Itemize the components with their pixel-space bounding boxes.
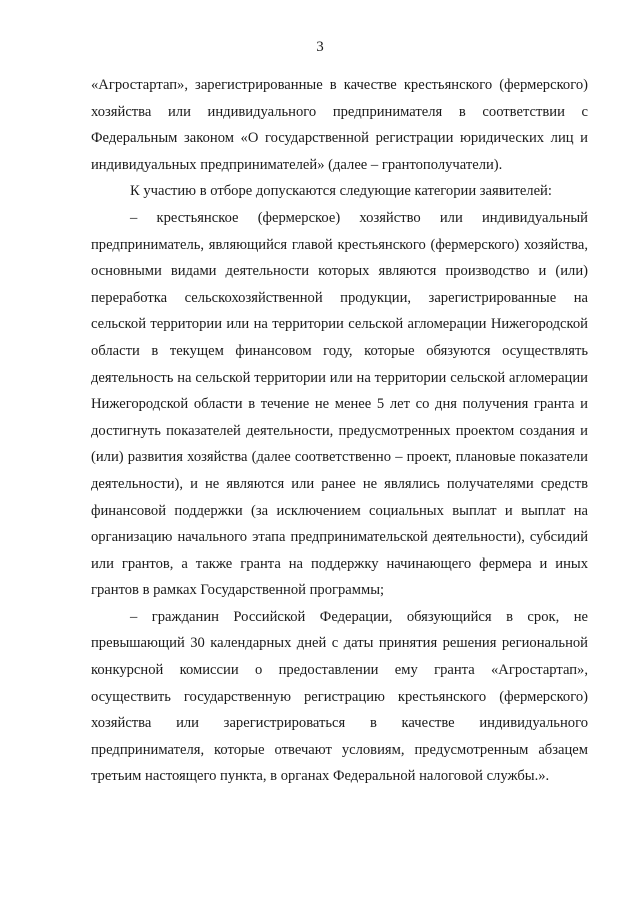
- paragraph-farm-entity: – крестьянское (фермерское) хозяйство или индивидуальный предприниматель, являющийся главой крестьянского (фермерского) хозяйства, основными видами деятельности которых являются производство и (или) переработка сельскохозяйственной продукции, зарегистрированные на сельской территории или на территории сельской агломерации Нижегородской области в текущем финансовом году, которые обязуются осуществлять деятельность на сельской территории или на территории сельской агломерации Нижегородской области в течение не менее 5 лет со дня получения гранта и достигнуть показателей деятельности, предусмотренных проектом создания и (или) развития хозяйства (далее соответственно – проект, плановые показатели деятельности), и не являются или ранее не являлись получателями средств финансовой поддержки (за исключением социальных выплат и выплат на организацию начального этапа предпринимательской деятельности), субсидий или грантов, а также гранта на поддержку начинающего фермера и иных грантов в рамках Государственной программы;: [91, 209, 588, 599]
- page-number: 3: [316, 39, 324, 55]
- paragraph-citizen: – гражданин Российской Федерации, обязующийся в срок, не превышающий 30 календарных дней с даты принятия решения региональной конкурсной комиссии о предоставлении ему гранта «Агростартап», осуществить государственную регистрацию крестьянского (фермерского) хозяйства или зарегистрироваться в качестве индивидуального предпринимателя, которые отвечают условиям, предусмотренным абзацем третьим настоящего пункта, в органах Федеральной налоговой службы.».: [91, 608, 588, 785]
- document-body: [91, 72, 588, 790]
- paragraph-grant-recipients: «Агростартап», зарегистрированные в качестве крестьянского (фермерского) хозяйства или индивидуального предпринимателя в соответствии с Федеральным законом «О государственной регистрации юридических лиц и индивидуальных предпринимателей» (далее – грантополучатели).: [91, 77, 588, 173]
- paragraph-eligible-categories: К участию в отборе допускаются следующие категории заявителей:: [130, 183, 552, 200]
